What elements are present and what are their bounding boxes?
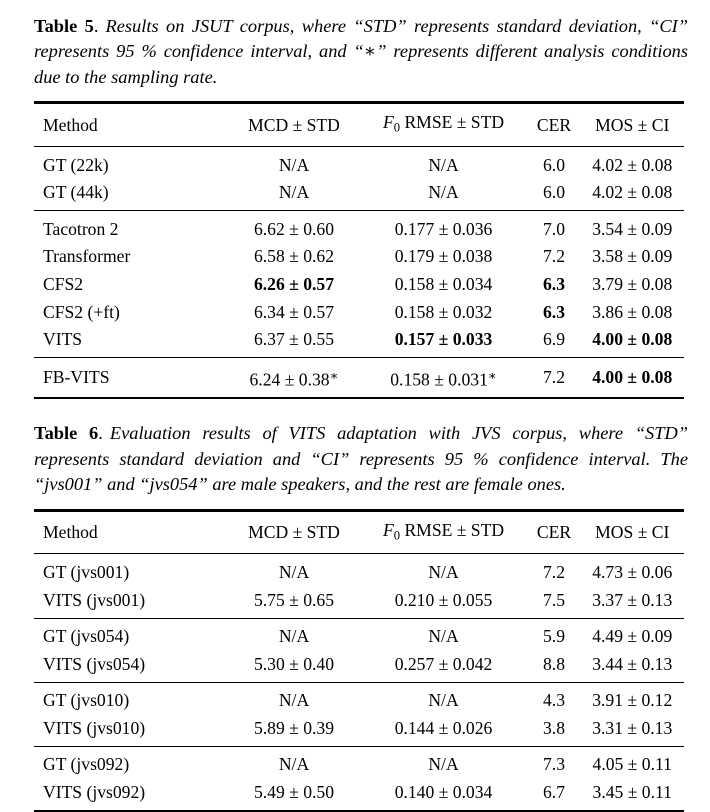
table5-header-f0-text: RMSE ± STD bbox=[404, 112, 505, 133]
table6-header-mcd: MCD ± STD bbox=[248, 522, 340, 543]
table-row bbox=[34, 243, 684, 271]
table-row bbox=[34, 623, 684, 651]
table5-header-f0 bbox=[366, 104, 522, 147]
table6-header-row bbox=[34, 511, 684, 554]
table-row bbox=[34, 270, 684, 298]
table5-cell-f0: 0.158 ± 0.034 bbox=[394, 273, 493, 294]
table6-header-cer: CER bbox=[536, 522, 572, 543]
table5-cell-f0: 0.177 ± 0.036 bbox=[394, 218, 493, 239]
table5-label: Table 5 bbox=[34, 16, 94, 36]
table6-cell-f0: 0.144 ± 0.026 bbox=[394, 717, 493, 738]
table6-cell-f0: N/A bbox=[428, 561, 459, 582]
footnote-asterisk: ∗ bbox=[487, 367, 497, 383]
table5-cell-cer: 6.9 bbox=[543, 329, 565, 350]
table5-cell-mcd: 6.34 ± 0.57 bbox=[253, 301, 335, 322]
table5-cell-mcd: 6.37 ± 0.55 bbox=[253, 329, 335, 350]
f0-symbol: F bbox=[382, 112, 394, 133]
table6-cell-mos: 4.05 ± 0.11 bbox=[592, 754, 672, 775]
table6-cell-mcd: N/A bbox=[278, 561, 310, 582]
table-row bbox=[34, 751, 684, 779]
table-row bbox=[34, 779, 684, 807]
table5-cell-f0: N/A bbox=[428, 182, 459, 203]
table6-caption bbox=[34, 421, 688, 497]
f0-subscript: 0 bbox=[393, 120, 401, 135]
table6-cell-cer: 7.3 bbox=[543, 754, 565, 775]
table6-caption-text: Evaluation results of VITS adaptation with JVS corpus, where “STD” represents standard deviation and “CI” represents 95 % confidence interval. The “jvs001” and “jvs054” are male speakers, and the rest are female ones. bbox=[34, 423, 688, 495]
table6-cell-mos: 4.49 ± 0.09 bbox=[592, 626, 673, 647]
table6-cell-cer: 7.5 bbox=[543, 589, 565, 610]
table5-cell-method: CFS2 (+ft) bbox=[43, 301, 120, 322]
table5-cell-f0: 0.158 ± 0.032 bbox=[394, 301, 493, 322]
table5-cell-f0: 0.158 ± 0.031∗ bbox=[390, 367, 497, 390]
table6-cell-f0: 0.257 ± 0.042 bbox=[394, 653, 493, 674]
table5-cell-mos: 4.00 ± 0.08 bbox=[592, 329, 673, 350]
table-row bbox=[34, 298, 684, 326]
table6-cell-method: GT (jvs001) bbox=[43, 561, 130, 582]
table6-groups bbox=[34, 558, 684, 806]
table6-cell-f0: 0.140 ± 0.034 bbox=[394, 782, 493, 803]
table6-header-mos: MOS ± CI bbox=[595, 522, 670, 543]
table6-cell-mos: 3.91 ± 0.12 bbox=[592, 690, 673, 711]
table5-cell-cer: 6.0 bbox=[543, 182, 565, 203]
table6-cell-mcd: N/A bbox=[278, 626, 310, 647]
footnote-asterisk: ∗ bbox=[329, 367, 339, 383]
table5-header-cer: CER bbox=[536, 114, 572, 135]
table5-groups bbox=[34, 151, 684, 393]
table6-cell-mos: 3.37 ± 0.13 bbox=[592, 589, 673, 610]
table6-cell-mos: 3.45 ± 0.11 bbox=[592, 782, 672, 803]
table5-header-mos: MOS ± CI bbox=[595, 114, 670, 135]
table5-cell-mos: 3.54 ± 0.09 bbox=[592, 218, 673, 239]
table5-cell-method: FB-VITS bbox=[43, 367, 110, 388]
table5-cell-mcd: N/A bbox=[278, 182, 310, 203]
table5-wrapper bbox=[0, 90, 710, 399]
table6-cell-mcd: 5.89 ± 0.39 bbox=[253, 717, 335, 738]
table-row bbox=[34, 215, 684, 243]
table5-body bbox=[34, 102, 684, 151]
table5-caption-text: Results on JSUT corpus, where “STD” represents standard deviation, “CI” represents 95 % confidence interval, and “∗” represents different analysis conditions due to the sampling rate. bbox=[34, 16, 688, 87]
table-row bbox=[34, 650, 684, 678]
table5-cell-method: Transformer bbox=[43, 246, 131, 267]
table6-body bbox=[34, 510, 684, 559]
table5-cell-method: CFS2 bbox=[43, 273, 84, 294]
table6-header-method: Method bbox=[43, 522, 98, 543]
table5-header-mcd: MCD ± STD bbox=[248, 114, 340, 135]
table6-header-f0 bbox=[366, 511, 522, 554]
table6-caption-block bbox=[0, 399, 710, 497]
table6-cell-mos: 4.73 ± 0.06 bbox=[592, 561, 673, 582]
table-row bbox=[34, 687, 684, 715]
table5-cell-mos: 4.02 ± 0.08 bbox=[592, 154, 673, 175]
table6-cell-cer: 3.8 bbox=[543, 717, 565, 738]
table5-label-punct: . bbox=[93, 16, 99, 36]
table6-cell-method: GT (jvs010) bbox=[43, 690, 130, 711]
table5-cell-f0: N/A bbox=[428, 154, 459, 175]
table6-header-f0-text: RMSE ± STD bbox=[404, 519, 505, 540]
table-row bbox=[34, 714, 684, 742]
table6-cell-method: GT (jvs054) bbox=[43, 626, 130, 647]
table5-cell-method: Tacotron 2 bbox=[43, 218, 119, 239]
table6-cell-cer: 6.7 bbox=[543, 782, 565, 803]
table5-cell-method: GT (44k) bbox=[43, 182, 109, 203]
table6-cell-mcd: 5.49 ± 0.50 bbox=[253, 782, 335, 803]
table5-cell-method: VITS bbox=[43, 329, 83, 350]
table5-cell-mos: 3.79 ± 0.08 bbox=[592, 273, 673, 294]
table5-cell-mos: 4.02 ± 0.08 bbox=[592, 182, 673, 203]
table6-cell-mcd: 5.30 ± 0.40 bbox=[253, 653, 335, 674]
f0-symbol: F bbox=[382, 519, 394, 540]
table5-header-row bbox=[34, 104, 684, 147]
table5-cell-cer: 7.2 bbox=[543, 367, 565, 388]
table6-cell-method: VITS (jvs010) bbox=[43, 717, 146, 738]
table5-cell-cer: 6.0 bbox=[543, 154, 565, 175]
table5-cell-mcd: 6.58 ± 0.62 bbox=[253, 246, 335, 267]
table5-cell-cer: 7.0 bbox=[543, 218, 565, 239]
table6-cell-mcd: 5.75 ± 0.65 bbox=[253, 589, 335, 610]
table6-cell-f0: 0.210 ± 0.055 bbox=[394, 589, 493, 610]
table6-cell-mos: 3.31 ± 0.13 bbox=[592, 717, 673, 738]
table6-cell-f0: N/A bbox=[428, 690, 459, 711]
table6-cell-method: GT (jvs092) bbox=[43, 754, 130, 775]
table5-cell-cer: 6.3 bbox=[543, 301, 565, 322]
table6-cell-mcd: N/A bbox=[278, 754, 310, 775]
table6-cell-cer: 4.3 bbox=[543, 690, 565, 711]
table-row bbox=[34, 558, 684, 586]
table-row bbox=[34, 151, 684, 179]
table-row bbox=[34, 586, 684, 614]
table6-cell-method: VITS (jvs092) bbox=[43, 782, 146, 803]
table5-cell-f0: 0.157 ± 0.033 bbox=[394, 329, 493, 350]
table6-cell-method: VITS (jvs001) bbox=[43, 589, 146, 610]
table5-header-method: Method bbox=[43, 114, 98, 135]
table6-cell-cer: 8.8 bbox=[543, 653, 565, 674]
table6 bbox=[34, 509, 684, 812]
table5-cell-cer: 7.2 bbox=[543, 246, 565, 267]
table5 bbox=[34, 101, 684, 399]
table-row bbox=[34, 362, 684, 393]
table6-cell-cer: 5.9 bbox=[543, 626, 565, 647]
table6-cell-method: VITS (jvs054) bbox=[43, 653, 146, 674]
table6-label: Table 6 bbox=[34, 423, 99, 444]
table6-cell-mos: 3.44 ± 0.13 bbox=[592, 653, 673, 674]
table5-caption bbox=[34, 14, 688, 90]
table-row bbox=[34, 326, 684, 354]
table5-cell-mos: 3.86 ± 0.08 bbox=[592, 301, 673, 322]
table6-cell-mcd: N/A bbox=[278, 690, 310, 711]
table5-cell-f0: 0.179 ± 0.038 bbox=[394, 246, 493, 267]
table5-cell-mcd: 6.26 ± 0.57 bbox=[253, 273, 335, 294]
table5-cell-mos: 4.00 ± 0.08 bbox=[592, 367, 673, 388]
table6-cell-f0: N/A bbox=[428, 754, 459, 775]
table5-caption-block bbox=[0, 0, 710, 90]
table6-cell-f0: N/A bbox=[428, 626, 459, 647]
table5-cell-mos: 3.58 ± 0.09 bbox=[592, 246, 673, 267]
table5-cell-mcd: N/A bbox=[278, 154, 310, 175]
table5-cell-cer: 6.3 bbox=[543, 273, 565, 294]
table5-cell-method: GT (22k) bbox=[43, 154, 109, 175]
table6-label-punct: . bbox=[98, 423, 103, 444]
table5-cell-mcd: 6.24 ± 0.38∗ bbox=[249, 367, 339, 390]
table6-wrapper bbox=[0, 498, 710, 812]
table-row bbox=[34, 179, 684, 207]
table5-cell-mcd: 6.62 ± 0.60 bbox=[253, 218, 335, 239]
table6-cell-cer: 7.2 bbox=[543, 561, 565, 582]
f0-subscript: 0 bbox=[393, 527, 401, 542]
